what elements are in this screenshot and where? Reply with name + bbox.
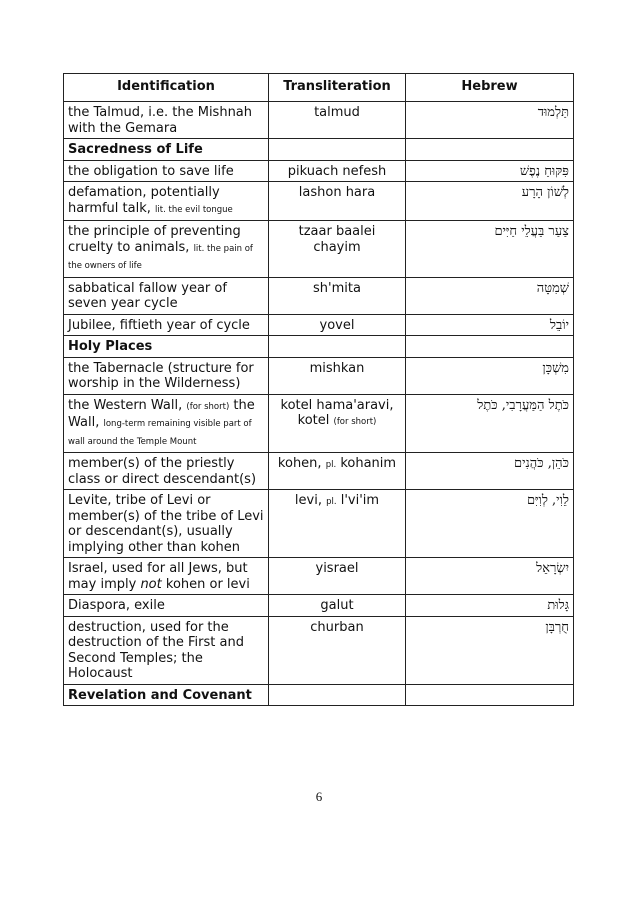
transliteration-text: levi,: [294, 493, 322, 508]
identification-text: defamation, potentially harmful talk,: [68, 185, 220, 216]
table-row: [64, 453, 574, 490]
transliteration-note: pl.: [326, 497, 337, 507]
identification-text: Levite, tribe of Levi or member(s) of the tribe of Levi or descendant(s), usually implying other than kohen: [68, 493, 264, 555]
transliteration-cell: [269, 182, 406, 221]
header-transliteration: Transliteration: [269, 74, 406, 102]
table-row: [64, 616, 574, 684]
transliteration-plural: l'vi'im: [340, 493, 380, 508]
identification-text: the Wall,: [68, 397, 255, 430]
hebrew-cell: גָּלוּת: [406, 595, 574, 617]
table-row: [64, 277, 574, 314]
transliteration-cell: [269, 160, 406, 182]
hebrew-cell: פִּקּוּחַ נֶפֶשׁ: [406, 160, 574, 182]
header-hebrew: Hebrew: [406, 74, 574, 102]
header-identification: Identification: [64, 74, 269, 102]
transliteration-text: talmud: [314, 105, 360, 120]
transliteration-cell: [269, 357, 406, 394]
transliteration-text: tzaar baalei chayim: [298, 224, 376, 255]
table-row: [64, 357, 574, 394]
identification-cell: [64, 558, 269, 595]
identification-cell: [64, 453, 269, 490]
empty-cell: [406, 336, 574, 358]
section-heading: Holy Places: [64, 336, 269, 358]
identification-text: the Tabernacle (structure for worship in the Wilderness): [68, 360, 254, 391]
transliteration-cell: [269, 102, 406, 139]
hebrew-cell: לְשׁוֹן הָרָע: [406, 182, 574, 221]
transliteration-note: pl.: [325, 460, 337, 470]
table-row: [64, 221, 574, 278]
hebrew-cell: צַעַר בַּעֲלֵי חַיִּים: [406, 221, 574, 278]
identification-cell: [64, 277, 269, 314]
identification-cell: [64, 595, 269, 617]
identification-cell: [64, 616, 269, 684]
table-row: [64, 595, 574, 617]
identification-text: sabbatical fallow year of seven year cycle: [68, 280, 227, 311]
identification-text: kohen or levi: [165, 576, 250, 592]
glossary-table: [63, 73, 574, 706]
transliteration-text: lashon hara: [298, 185, 376, 200]
empty-cell: [406, 684, 574, 706]
transliteration-cell: [269, 595, 406, 617]
transliteration-text: churban: [310, 619, 364, 635]
table-row: [64, 490, 574, 558]
transliteration-cell: [269, 616, 406, 684]
hebrew-cell: חֻרְבָּן: [406, 616, 574, 684]
identification-text: Diaspora, exile: [68, 598, 165, 613]
identification-note: lit. the pain of the owners of life: [68, 243, 253, 271]
transliteration-plural: kohanim: [340, 456, 397, 471]
table-row: [64, 314, 574, 336]
section-row: [64, 336, 574, 358]
hebrew-cell: לֵוִי, לְוִיִּם: [406, 490, 574, 558]
transliteration-cell: [269, 490, 406, 558]
hebrew-cell: יִשְׂרָאֵל: [406, 558, 574, 595]
section-row: [64, 139, 574, 161]
transliteration-note: (for short): [333, 417, 377, 427]
identification-cell: [64, 102, 269, 139]
identification-note: lit. the evil tongue: [155, 204, 233, 215]
identification-text: Israel, used for all Jews, but may imply: [68, 561, 248, 592]
transliteration-text: sh'mita: [313, 280, 361, 296]
identification-text: member(s) of the priestly class or direct descendant(s): [68, 456, 257, 487]
table-row: [64, 394, 574, 453]
identification-cell: [64, 221, 269, 278]
identification-cell: [64, 160, 269, 182]
identification-text: the Western Wall,: [68, 397, 183, 413]
transliteration-text: mishkan: [309, 360, 365, 376]
transliteration-cell: [269, 394, 406, 453]
table-body: [64, 102, 574, 706]
transliteration-text: pikuach nefesh: [287, 163, 387, 179]
identification-text: the principle of preventing cruelty to animals,: [68, 224, 241, 255]
hebrew-cell: מִשְׁכָּן: [406, 357, 574, 394]
identification-cell: [64, 357, 269, 394]
hebrew-cell: תַּלְמוּד: [406, 102, 574, 139]
transliteration-text: galut: [320, 598, 354, 613]
hebrew-cell: יוֹבֵל: [406, 314, 574, 336]
section-heading: Revelation and Covenant: [64, 684, 269, 706]
transliteration-text: yovel: [319, 317, 355, 333]
table-row: [64, 182, 574, 221]
transliteration-cell: [269, 558, 406, 595]
identification-emphasis: not: [140, 576, 162, 592]
identification-text: the Talmud, i.e. the Mishnah with the Gemara: [68, 105, 253, 136]
empty-cell: [269, 684, 406, 706]
identification-cell: [64, 490, 269, 558]
empty-cell: [269, 139, 406, 161]
table-row: [64, 102, 574, 139]
section-row: [64, 684, 574, 706]
transliteration-cell: [269, 453, 406, 490]
transliteration-text: kotel hama'aravi, kotel: [280, 397, 394, 428]
transliteration-text: kohen,: [277, 456, 322, 471]
identification-cell: [64, 394, 269, 453]
identification-note: long-term remaining visible part of wall around the Temple Mount: [68, 419, 252, 447]
empty-cell: [269, 336, 406, 358]
identification-cell: [64, 314, 269, 336]
transliteration-cell: [269, 221, 406, 278]
empty-cell: [406, 139, 574, 161]
identification-text: the obligation to save life: [68, 163, 234, 179]
table-row: [64, 558, 574, 595]
transliteration-text: yisrael: [315, 561, 359, 576]
page-number: 6: [315, 789, 323, 804]
section-heading: Sacredness of Life: [64, 139, 269, 161]
hebrew-cell: כֹּתֶל הַמַּעֲרָבִי, כֹּתֶל: [406, 394, 574, 453]
transliteration-cell: [269, 314, 406, 336]
identification-cell: [64, 182, 269, 221]
hebrew-cell: שְׁמִטָּה: [406, 277, 574, 314]
header-row: [64, 74, 574, 102]
identification-text: destruction, used for the destruction of the First and Second Temples; the Holocaust: [68, 619, 244, 681]
transliteration-cell: [269, 277, 406, 314]
identification-note: (for short): [186, 401, 230, 412]
identification-text: Jubilee, fiftieth year of cycle: [68, 317, 250, 333]
table-row: [64, 160, 574, 182]
hebrew-cell: כֹּהֵן, כֹּהֲנִים: [406, 453, 574, 490]
